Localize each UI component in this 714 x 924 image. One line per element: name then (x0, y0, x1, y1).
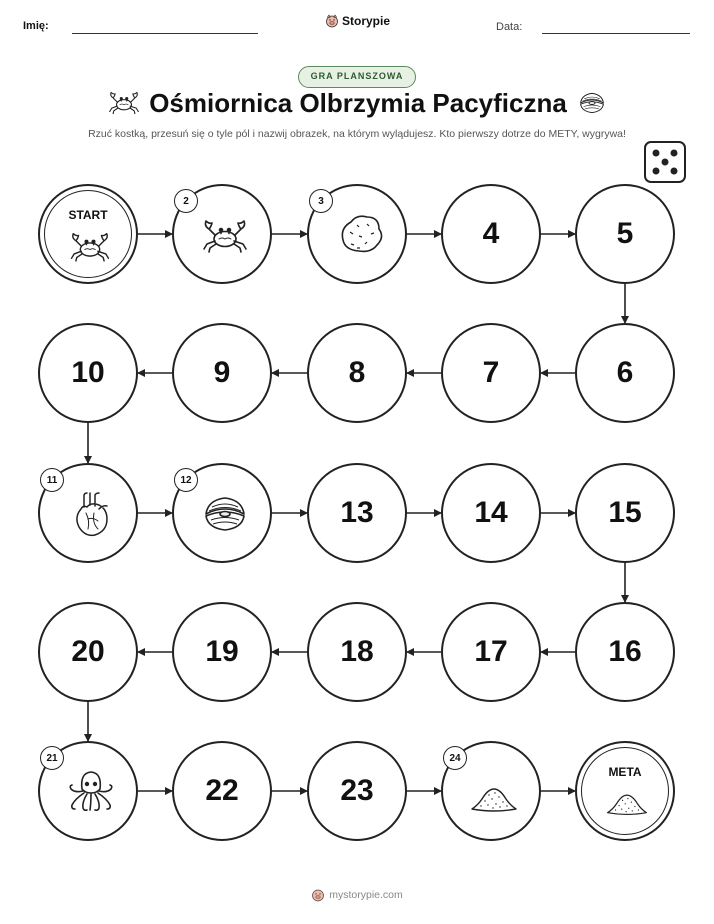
board-cell-12[interactable] (172, 463, 272, 563)
cell-number: 16 (608, 635, 642, 668)
board-cell-19[interactable] (172, 602, 272, 702)
cell-number: 18 (340, 635, 374, 668)
cell-number-tag: 11 (40, 468, 64, 492)
cell-number: 13 (340, 496, 374, 529)
board-cell-6[interactable] (575, 323, 675, 423)
cell-number: 14 (474, 496, 508, 529)
board-cell-24[interactable] (441, 741, 541, 841)
cell-number-tag: 2 (174, 189, 198, 213)
board-cell-8[interactable] (307, 323, 407, 423)
cell-number: 5 (616, 217, 634, 250)
cell-number-tag: 3 (309, 189, 333, 213)
cell-number-tag: 21 (40, 746, 64, 770)
name-label: Imię: (23, 20, 49, 32)
board-cell-5[interactable] (575, 184, 675, 284)
date-label: Data: (496, 21, 523, 33)
cell-number-tag: 24 (443, 746, 467, 770)
board-cell-4[interactable] (441, 184, 541, 284)
board-cell-22[interactable] (172, 741, 272, 841)
board-cell-21[interactable] (38, 741, 138, 841)
cell-number: 19 (205, 635, 239, 668)
board-cell-14[interactable] (441, 463, 541, 563)
board-cell-18[interactable] (307, 602, 407, 702)
board-cell-9[interactable] (172, 323, 272, 423)
board-cell-20[interactable] (38, 602, 138, 702)
cell-number: 20 (71, 635, 105, 668)
board-cell-17[interactable] (441, 602, 541, 702)
cell-number: 8 (348, 356, 366, 389)
board-cell-7[interactable] (441, 323, 541, 423)
rock-icon (335, 210, 385, 260)
finish-label: META (608, 765, 642, 779)
board-cell-13[interactable] (307, 463, 407, 563)
crab-icon (68, 226, 112, 266)
board-cell-23[interactable] (307, 741, 407, 841)
cell-number-tag: 12 (174, 468, 198, 492)
cell-number: 23 (340, 774, 374, 807)
board-cell-15[interactable] (575, 463, 675, 563)
board-cell-3[interactable] (307, 184, 407, 284)
board-cell-2[interactable] (172, 184, 272, 284)
board-cell-25[interactable] (575, 741, 675, 841)
board-cell-1[interactable] (38, 184, 138, 284)
octopus-icon (66, 767, 116, 817)
cell-number: 4 (482, 217, 500, 250)
start-label: START (68, 208, 108, 222)
page-title-text: Ośmiornica Olbrzymia Pacyficzna (149, 88, 567, 118)
board-cell-10[interactable] (38, 323, 138, 423)
cell-number: 22 (205, 774, 239, 807)
crab-icon (200, 210, 250, 260)
footer (0, 888, 714, 902)
board-cell-16[interactable] (575, 602, 675, 702)
cell-number: 10 (71, 356, 105, 389)
pig-logo-icon (311, 888, 325, 902)
sand-icon (469, 773, 519, 823)
game-type-badge: GRA PLANSZOWA (298, 66, 416, 88)
instructions: Rzuć kostką, przesuń się o tyle pól i nazwij obrazek, na którym wylądujesz. Kto pierwszy dotrze do METY, wygrywa! (88, 128, 626, 140)
cell-number: 9 (213, 356, 231, 389)
cell-number: 7 (482, 356, 500, 389)
brand-name: Storypie (342, 14, 391, 28)
clam-icon (200, 489, 250, 539)
cell-number: 15 (608, 496, 642, 529)
cell-number: 6 (616, 356, 634, 389)
cell-number: 17 (474, 635, 508, 668)
footer-url: mystorypie.com (329, 889, 403, 901)
sand-icon (605, 783, 649, 823)
board-cell-11[interactable] (38, 463, 138, 563)
heart-icon (66, 489, 116, 539)
